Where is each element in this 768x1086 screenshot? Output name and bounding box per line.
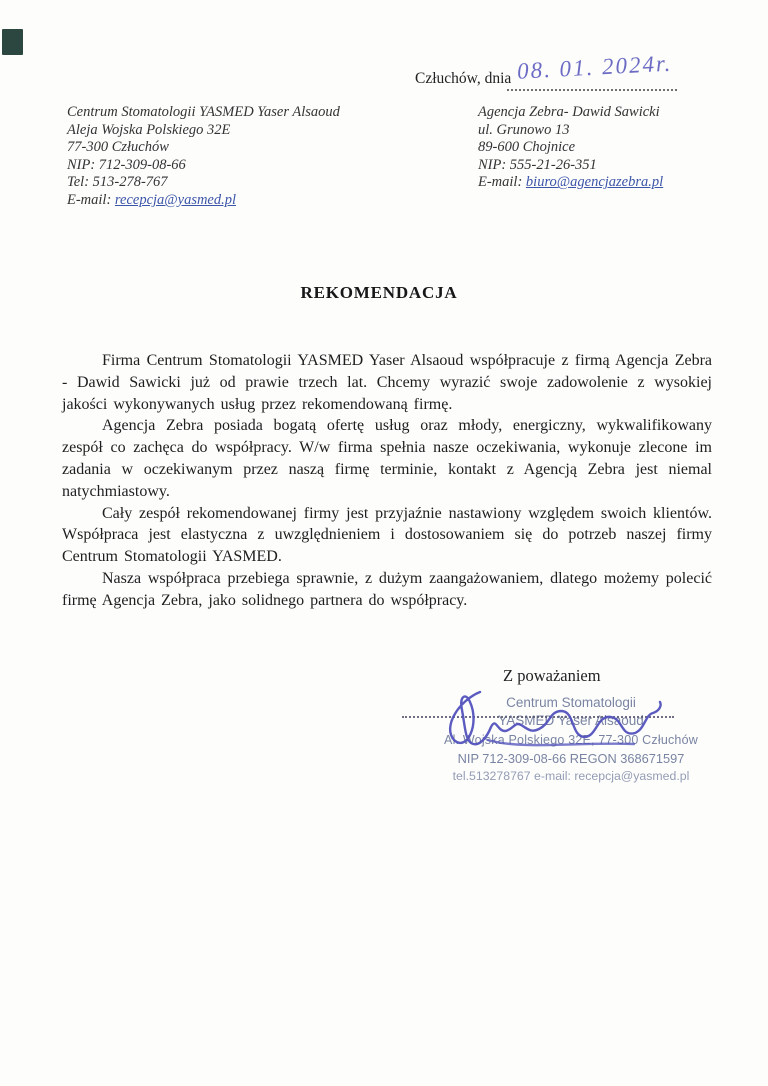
sign-off: Z poważaniem (503, 666, 601, 685)
recipient-email-line (478, 174, 663, 192)
sender-email-line (67, 192, 340, 210)
recipient-email-label: E-mail: (478, 174, 526, 191)
recipient-line: 89-600 Chojnice (478, 139, 576, 156)
sender-line: Centrum Stomatologii YASMED Yaser Alsaoud (67, 104, 340, 120)
recipient-line: Agencja Zebra- Dawid Sawicki (478, 104, 660, 120)
sender-email-label: E-mail: (67, 191, 115, 208)
sender-line: 77-300 Człuchów (67, 139, 169, 156)
letter-paragraph: Firma Centrum Stomatologii YASMED Yaser Alsaoud współpracuje z firmą Agencja Zebra - Dawid Sawicki już od prawie trzech lat. Chcemy wyrazić swoje zadowolenie z wysokiej jakości wykonywanych usług przez rekomendowaną firmę. (62, 352, 712, 413)
sender-email-link: recepcja@yasmed.pl (114, 191, 237, 208)
letter-paragraph: Nasza współpraca przebiega sprawnie, z dużym zaangażowaniem, dlatego możemy polecić firmę Agencja Zebra, jako solidnego partnera do współpracy. (62, 569, 712, 609)
recipient-line: NIP: 555-21-26-351 (478, 156, 597, 173)
stamp-line: tel.513278767 e-mail: recepcja@yasmed.pl (452, 769, 690, 783)
stamp-line: Centrum Stomatologii (506, 695, 636, 710)
recipient-line: ul. Grunowo 13 (478, 121, 570, 138)
sender-line: Tel: 513-278-767 (67, 174, 168, 191)
handwritten-signature-icon (398, 680, 678, 770)
recipient-address-block (478, 104, 663, 192)
stamp-line: NIP 712-309-08-66 REGON 368671597 (457, 751, 685, 766)
handwritten-date: 08. 01. 2024r. (516, 50, 673, 84)
sender-line: Aleja Wojska Polskiego 32E (67, 121, 231, 138)
sender-line: NIP: 712-309-08-66 (67, 156, 186, 173)
letter-body (62, 350, 712, 612)
letter-paragraph: Cały zespół rekomendowanej firmy jest przyjaźnie nastawiony względem swoich klientów. Współpraca jest elastyczna z uwzględnieniem i dostosowaniem się do potrzeb naszej firmy Centrum Stomatologii YASMED. (62, 504, 712, 566)
scan-corner-artifact (2, 29, 23, 55)
date-prefix: Człuchów, dnia (415, 70, 512, 87)
date-line (415, 50, 685, 96)
letter-paragraph: Agencja Zebra posiada bogatą ofertę usług oraz młody, energiczny, wykwalifikowany zespół co zachęca do współpracy. W/w firma spełnia nasze oczekiwania, wykonuje zlecone im zadania w oczekiwanym przez naszą firmę terminie, kontakt z Agencją Zebra jest niemal natychmiastowy. (62, 417, 712, 500)
recipient-email-link: biuro@agencjazebra.pl (525, 174, 664, 191)
sender-address-block (67, 104, 340, 210)
stamp-line: Al. Wojska Polskiego 32E, 77-300 Człuchów (444, 733, 698, 747)
stamp-line: YASMED Yaser Alsaoud (498, 713, 644, 728)
letter-title: REKOMENDACJA (300, 283, 458, 302)
